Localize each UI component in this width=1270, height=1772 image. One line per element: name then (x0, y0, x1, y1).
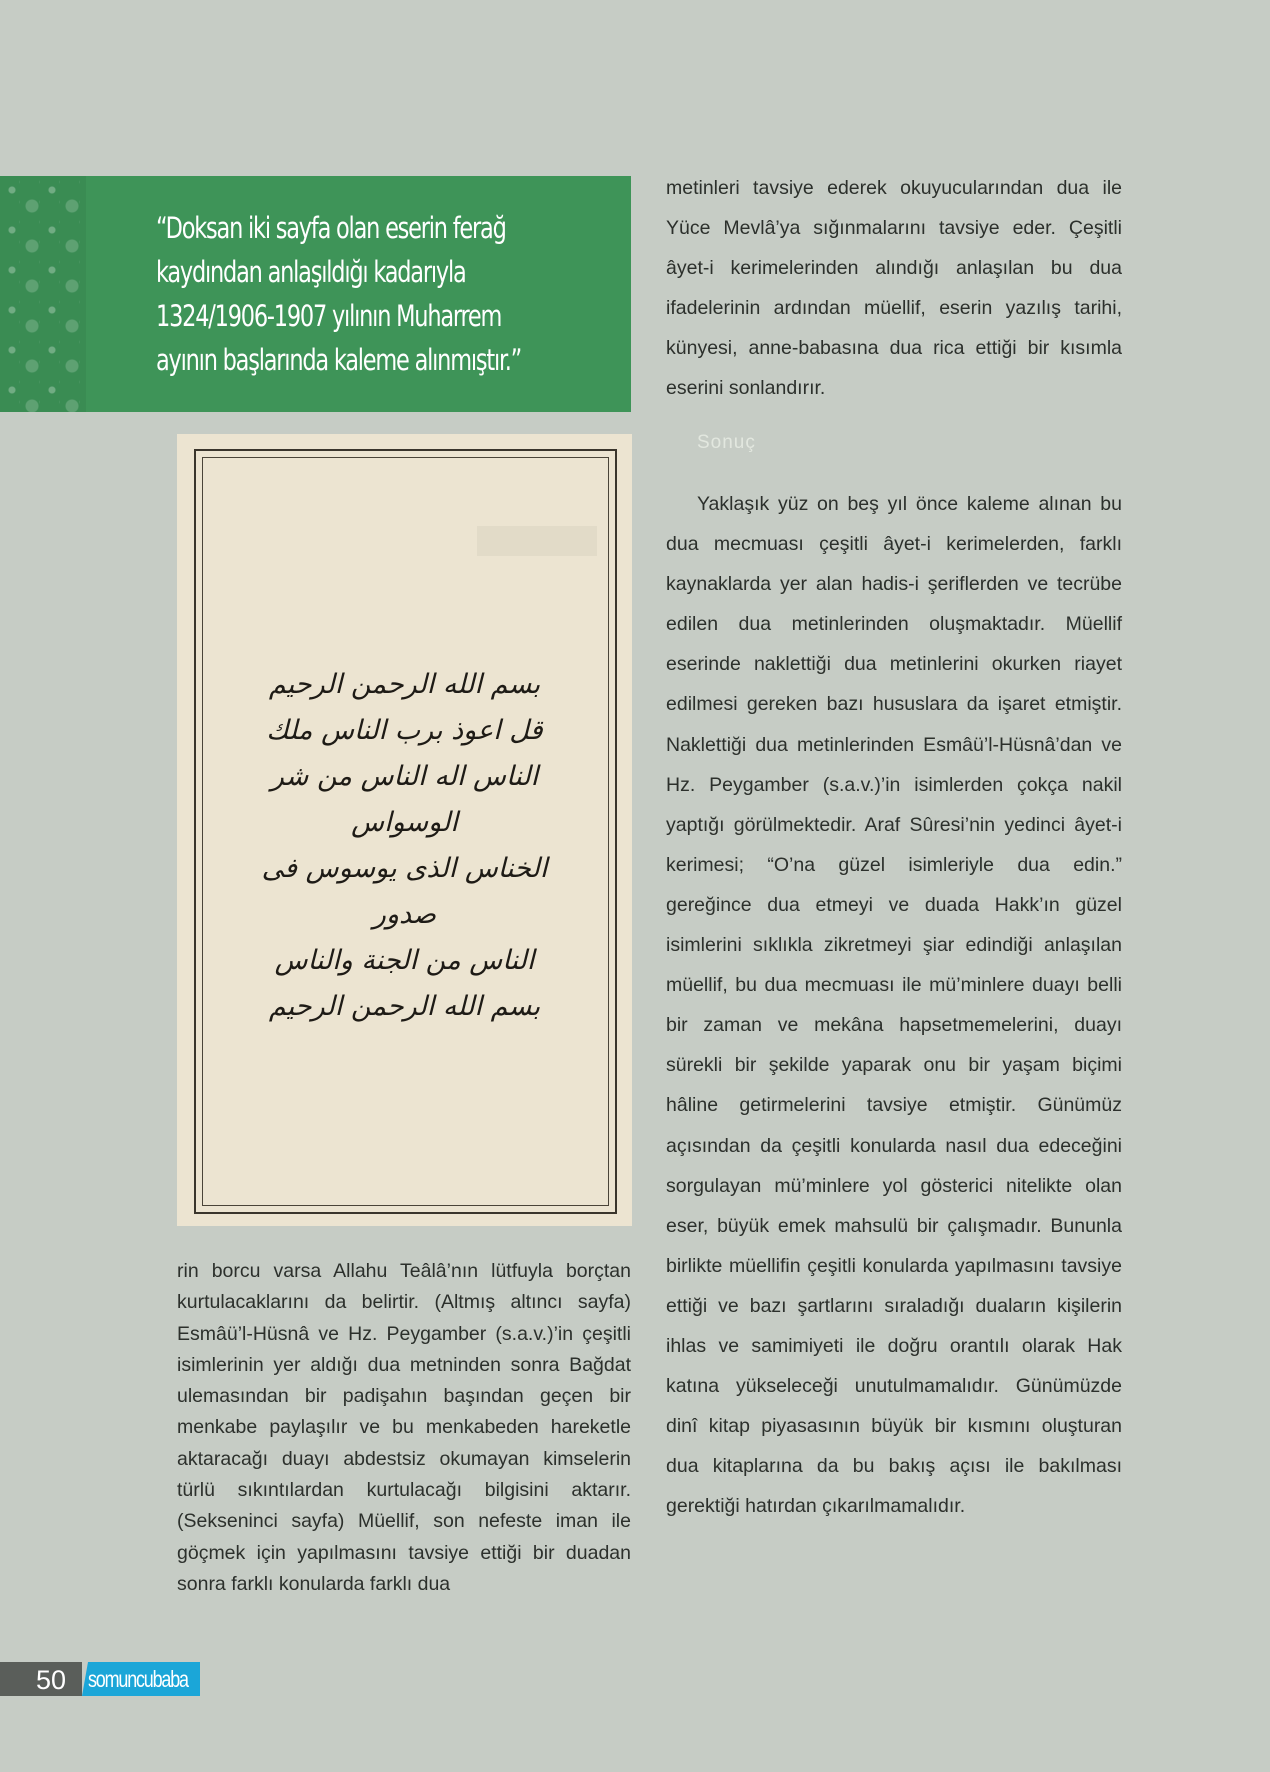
paragraph: metinleri tavsiye ederek okuyucularından dua ile Yüce Mevlâ’ya sığınmalarını tavsiye eder. Çeşitli âyet-i kerimelerinden alındığı anlaşılan bu dua ifadelerinin ardından müellif, eserin yazılış tarihi, künyesi, anne-babasına dua rica ettiği bir kısımla eserini sonlandırır. (666, 177, 1122, 400)
page-number: 50 (36, 1665, 67, 1695)
right-column-top (666, 168, 1122, 409)
pull-quote-line: ayının başlarında kaleme alınmıştır.” (156, 343, 522, 377)
paper-patch (477, 526, 597, 556)
brand-name: somuncubaba (88, 1666, 188, 1692)
paragraph: rin borcu varsa Allahu Teâlâ’nın lütfuyla borçtan kurtulacaklarını da belirtir. (Altmış altıncı sayfa) Esmâü’l-Hüsnâ ve Hz. Peygamber (s.a.v.)’in çeşitli isimlerinin yer aldığı dua metninden sonra Bağdat ulemasından bir padişahın başından geçen bir menkabe paylaşılır ve bu menkabeden hareketle aktaracağı duayı abdestsiz okumayan kimselerin türlü sıkıntılardan kurtulacağı bilgisini aktarır. (Sekseninci sayfa) Müellif, son nefeste iman ile göçmek için yapılmasını tavsiye ettiği bir duadan sonra farklı konularda farklı dua (177, 1260, 631, 1595)
calligraphy-line: بسم الله الرحمن الرحيم (268, 669, 541, 700)
pull-quote-box (0, 176, 631, 412)
paragraph: Yaklaşık yüz on beş yıl önce kaleme alınan bu dua mecmuası çeşitli âyet-i kerimelerden, farklı kaynaklarda yer alan hadis-i şeriflerden ve tecrübe edilen dua metinlerinden oluşmaktadır. Müellif eserinde naklettiği dua metinlerini okurken riayet edilmesi gereken bazı hususlara da işaret etmiştir. Naklettiği dua metinlerinden Esmâü’l-Hüsnâ’dan ve Hz. Peygamber (s.a.v.)’in isimlerden çokça nakil yaptığı görülmektedir. Araf Sûresi’nin yedinci âyet-i kerimesi; “O’na güzel isimleriyle dua edin.” gereğince dua etmeyi ve duada Hakk’ın güzel isimlerini sıklıkla zikretmeyi şiar edindiği anlaşılan müellif, bu dua mecmuası ile mü’minlere duayı belli bir zaman ve mekâna hapsetmemelerini, duayı sürekli bir şekilde yaparak onu bir yaşam biçimi hâline getirmelerini tavsiye etmiştir. Günümüz açısından da çeşitli konularda nasıl dua edeceğini sorgulayan mü’minlere yol gösterici nitelikte olan eser, büyük emek mahsulü bir çalışmadır. Bununla birlikte müellifin çeşitli konularda yapılmasını tavsiye ettiği ve bazı şartlarını sıraladığı duaların kişilerin ihlas ve samimiyeti ile doğru orantılı olarak Hak katına yükseleceği unutulmamalıdır. Günümüzde dinî kitap piyasasının büyük bir kısmını oluşturan dua kitaplarına da bu bakış açısı ile bakılması gerektiği hatırdan çıkarılmamalıdır. (666, 493, 1122, 1518)
calligraphy-line: قل اعوذ برب الناس ملك (266, 715, 543, 746)
pull-quote-line: 1324/1906-1907 yılının Muharrem (156, 299, 502, 333)
calligraphy-line: الخناس الذى يوسوس فى صدور (261, 853, 548, 930)
pull-quote-text (156, 206, 603, 382)
left-column-bottom (177, 1256, 631, 1600)
right-column-body (666, 484, 1122, 1526)
manuscript-image (177, 434, 632, 1226)
calligraphy-line: بسم الله الرحمن الرحيم (268, 991, 541, 1022)
pull-quote-line: “Doksan iki sayfa olan eserin ferağ (156, 211, 506, 245)
pull-quote-line: kaydından anlaşıldığı kadarıyla (156, 255, 466, 289)
manuscript-calligraphy (237, 662, 572, 1030)
floral-pattern-ornament (0, 176, 86, 412)
calligraphy-line: الناس من الجنة والناس (274, 945, 535, 976)
section-heading: Sonuç (697, 432, 756, 453)
calligraphy-line: الناس اله الناس من شر الوسواس (270, 761, 539, 838)
